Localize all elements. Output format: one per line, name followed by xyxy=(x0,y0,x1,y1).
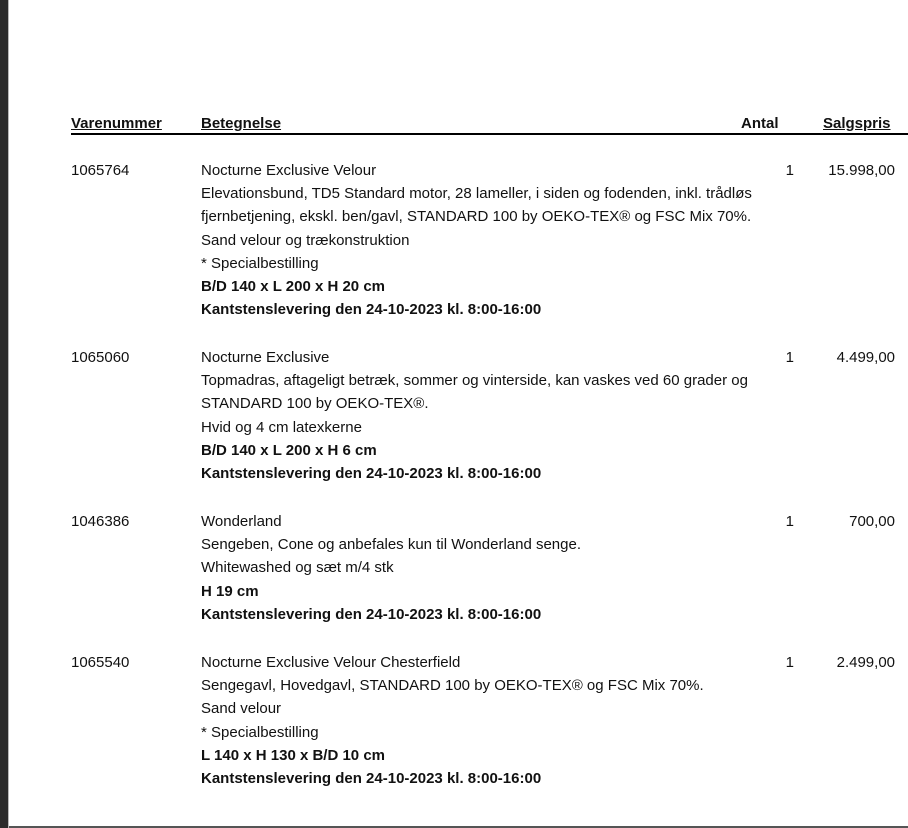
item-dimensions: B/D 140 x L 200 x H 6 cm xyxy=(201,441,377,459)
table-header xyxy=(71,113,908,135)
header-betegnelse: Betegnelse xyxy=(201,115,282,132)
item-number: 1065764 xyxy=(71,162,130,179)
item-delivery: Kantstenslevering den 24-10-2023 kl. 8:00-16:00 xyxy=(201,770,542,788)
item-quantity: 1 xyxy=(785,513,794,530)
window-edge xyxy=(0,0,8,828)
item-price: 15.998,00 xyxy=(828,162,895,179)
header-salgspris: Salgspris xyxy=(823,115,891,132)
item-number: 1046386 xyxy=(71,513,130,530)
item-detail-line: * Specialbestilling xyxy=(201,254,319,272)
item-delivery: Kantstenslevering den 24-10-2023 kl. 8:00-16:00 xyxy=(201,605,542,623)
item-detail-line: Topmadras, aftageligt betræk, sommer og vinterside, kan vaskes ved 60 grader og xyxy=(201,372,748,390)
item-detail-line: Elevationsbund, TD5 Standard motor, 28 lameller, i siden og fodenden, inkl. trådløs xyxy=(201,185,752,203)
item-delivery: Kantstenslevering den 24-10-2023 kl. 8:00-16:00 xyxy=(201,465,542,483)
item-quantity: 1 xyxy=(785,162,794,179)
item-name: Nocturne Exclusive xyxy=(201,349,330,366)
item-price: 700,00 xyxy=(849,513,895,530)
item-dimensions: B/D 140 x L 200 x H 20 cm xyxy=(201,278,385,296)
item-description xyxy=(201,159,831,321)
item-detail-line: Hvid og 4 cm latexkerne xyxy=(201,418,362,436)
item-detail-line: Sand velour xyxy=(201,700,282,718)
item-name: Nocturne Exclusive Velour xyxy=(201,162,377,179)
item-price: 4.499,00 xyxy=(836,349,895,366)
item-detail-line: Sengeben, Cone og anbefales kun til Wonderland senge. xyxy=(201,536,582,554)
item-delivery: Kantstenslevering den 24-10-2023 kl. 8:00-16:00 xyxy=(201,301,542,319)
header-varenummer: Varenummer xyxy=(71,115,162,132)
item-name: Wonderland xyxy=(201,513,282,530)
item-quantity: 1 xyxy=(785,654,794,671)
item-price: 2.499,00 xyxy=(836,654,895,671)
header-antal: Antal xyxy=(741,115,779,132)
item-number: 1065540 xyxy=(71,654,130,671)
item-detail-line: Sengegavl, Hovedgavl, STANDARD 100 by OEKO-TEX® og FSC Mix 70%. xyxy=(201,677,704,695)
item-detail-line: Sand velour og trækonstruktion xyxy=(201,231,410,249)
item-description xyxy=(201,510,831,626)
item-dimensions: H 19 cm xyxy=(201,582,259,600)
item-number: 1065060 xyxy=(71,349,130,366)
item-description xyxy=(201,651,831,790)
item-quantity: 1 xyxy=(785,349,794,366)
item-detail-line: * Specialbestilling xyxy=(201,723,319,741)
item-detail-line: Whitewashed og sæt m/4 stk xyxy=(201,559,394,577)
item-name: Nocturne Exclusive Velour Chesterfield xyxy=(201,654,461,671)
item-description xyxy=(201,346,831,485)
item-detail-line: STANDARD 100 by OEKO-TEX®. xyxy=(201,395,429,413)
order-document xyxy=(8,0,908,828)
item-dimensions: L 140 x H 130 x B/D 10 cm xyxy=(201,746,385,764)
item-detail-line: fjernbetjening, ekskl. ben/gavl, STANDARD 100 by OEKO-TEX® og FSC Mix 70%. xyxy=(201,208,752,226)
